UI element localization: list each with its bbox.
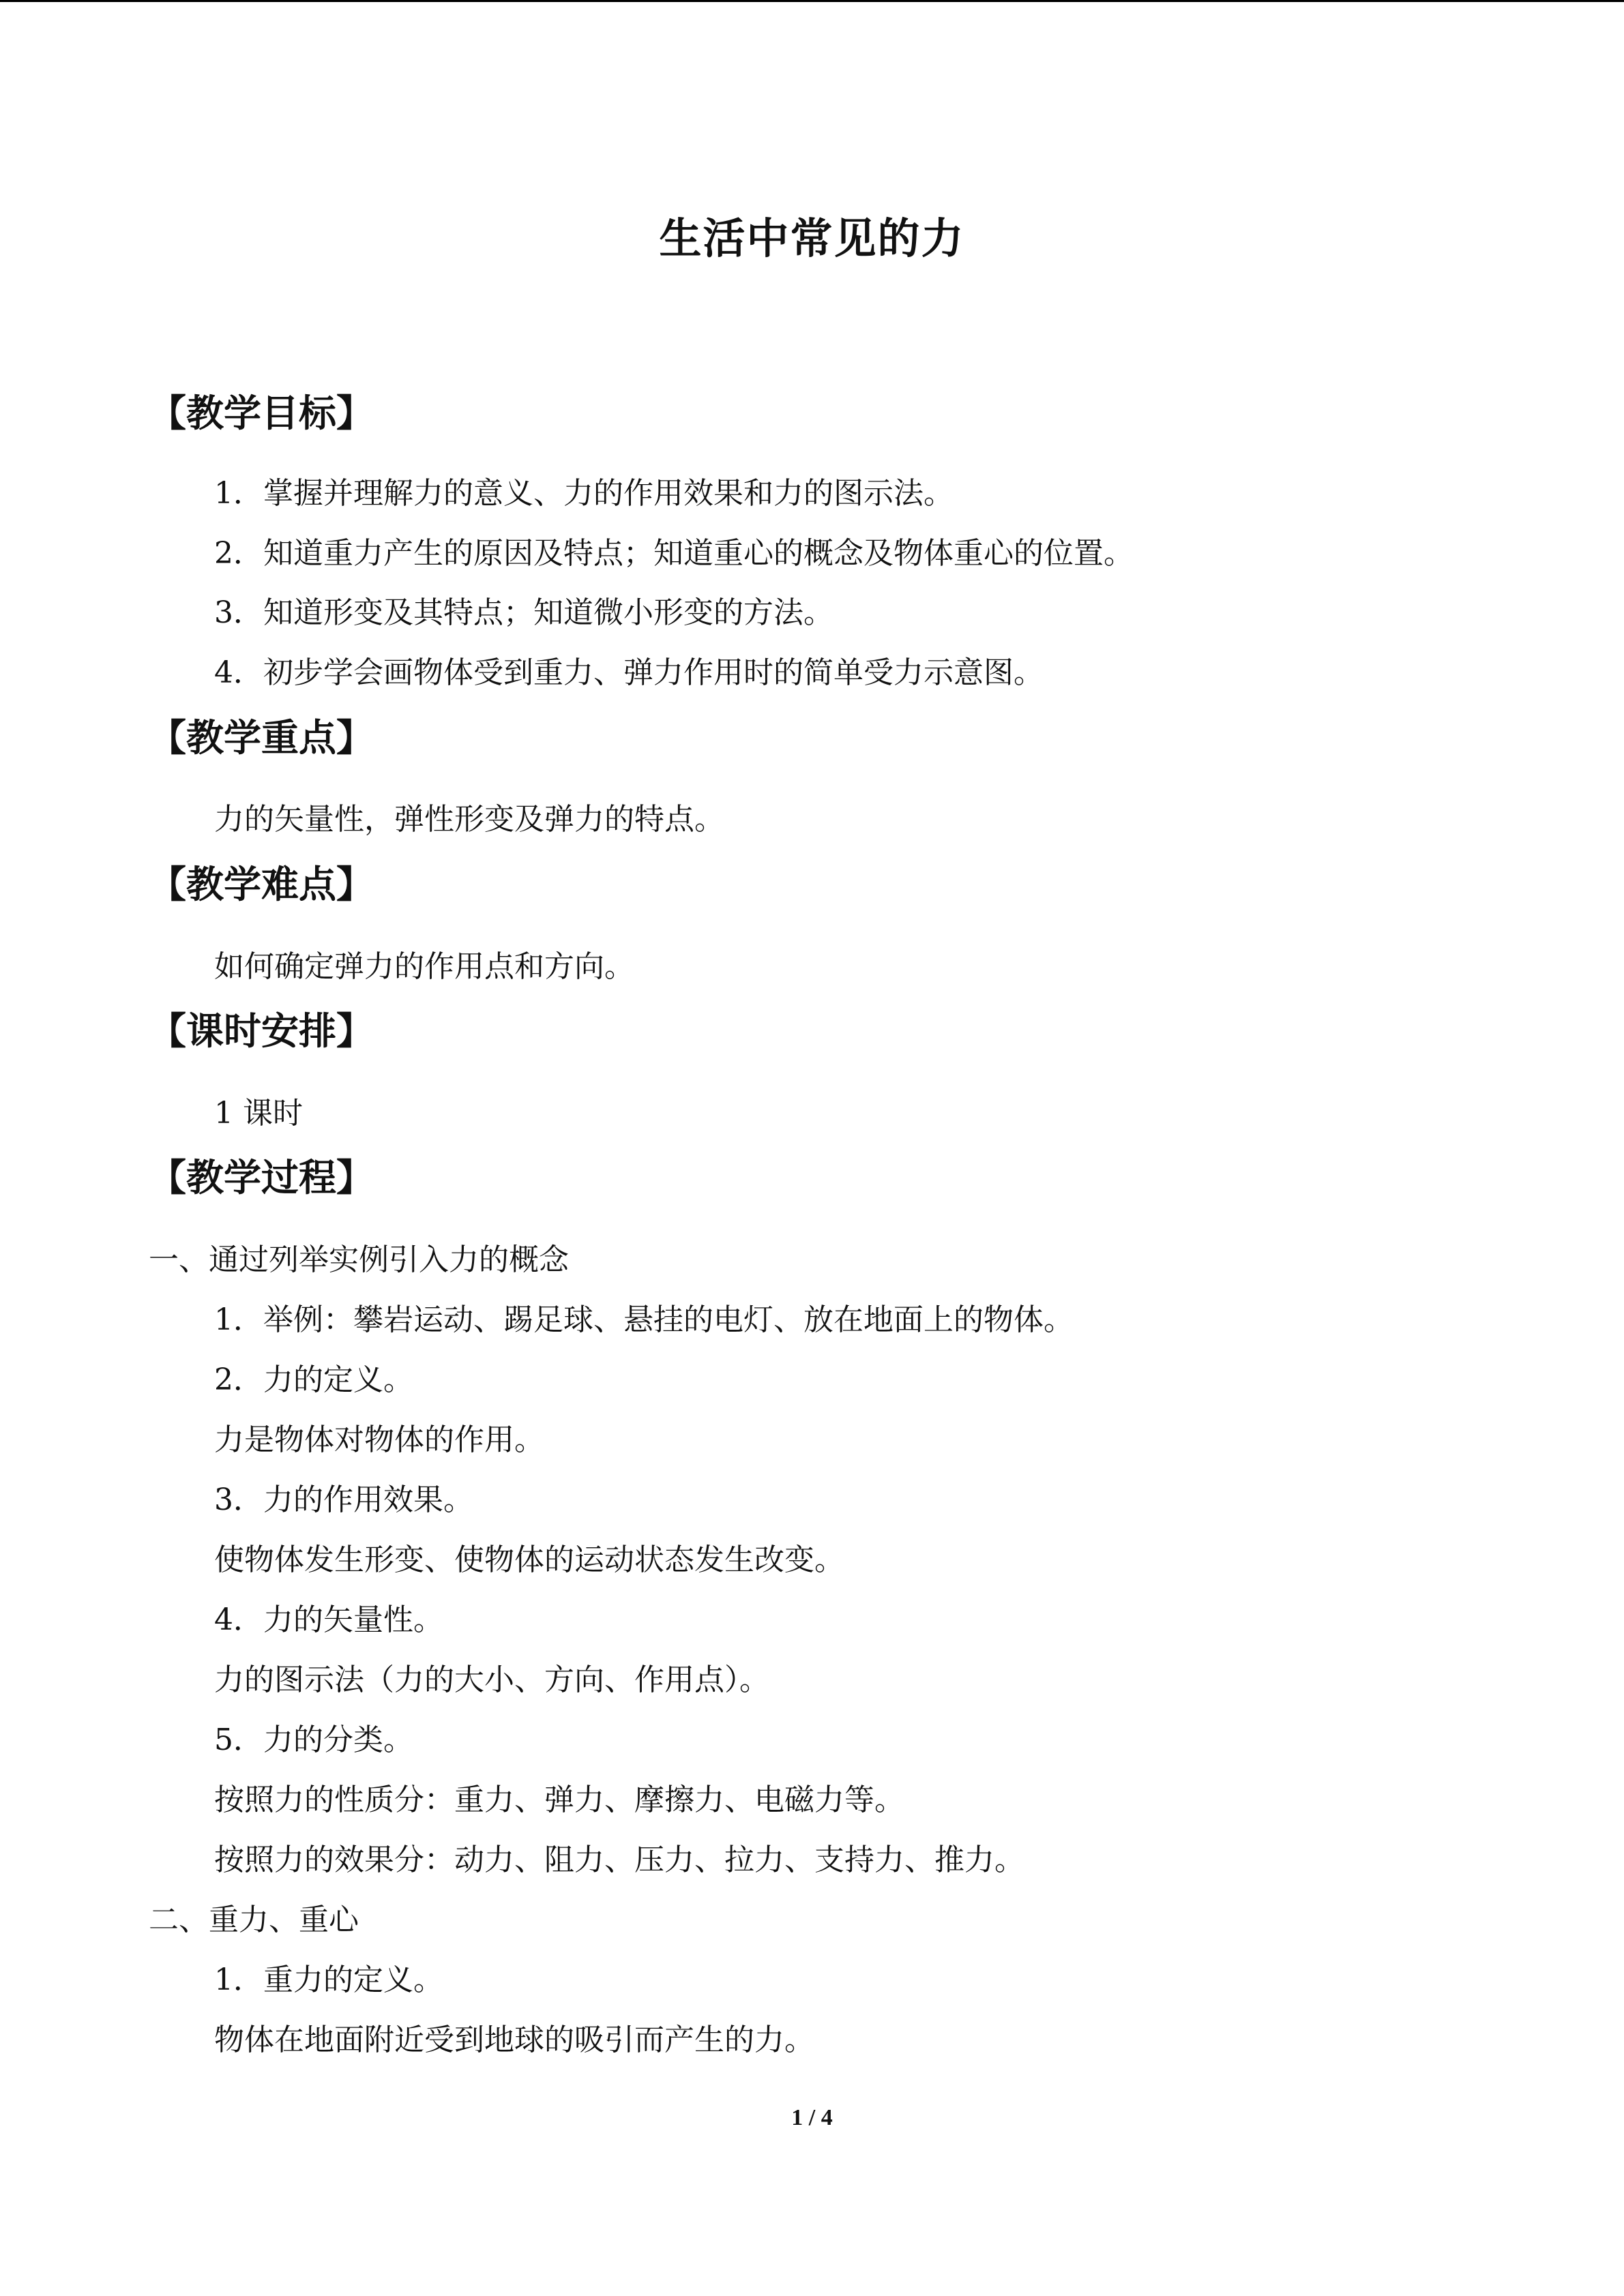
key-points-text: 力的矢量性，弹性形变及弹力的特点。 (214, 802, 724, 837)
objective-item: 2．知道重力产生的原因及特点；知道重心的概念及物体重心的位置。 (214, 536, 1134, 571)
difficulties-text: 如何确定弹力的作用点和方向。 (214, 949, 634, 984)
process-line: 4．力的矢量性。 (214, 1602, 443, 1637)
heading-difficulties: 【教学难点】 (149, 863, 374, 906)
page-title: 生活中常见的力 (659, 213, 965, 263)
schedule-text: 1 课时 (214, 1096, 303, 1131)
heading-process: 【教学过程】 (149, 1156, 374, 1199)
heading-schedule: 【课时安排】 (149, 1009, 374, 1053)
heading-objectives: 【教学目标】 (149, 391, 374, 435)
process-line: 力的图示法（力的大小、方向、作用点）。 (214, 1663, 769, 1697)
top-border-rule (0, 0, 1624, 2)
page-number: 1 / 4 (791, 2105, 833, 2130)
process-line: 1．重力的定义。 (214, 1963, 443, 1997)
process-section-title: 一、通过列举实例引入力的概念 (149, 1242, 569, 1277)
heading-key-points: 【教学重点】 (149, 716, 374, 760)
process-section-title: 二、重力、重心 (149, 1903, 359, 1937)
objective-item: 4．初步学会画物体受到重力、弹力作用时的简单受力示意图。 (214, 655, 1044, 690)
process-line: 2．力的定义。 (214, 1362, 413, 1397)
objective-item: 3．知道形变及其特点；知道微小形变的方法。 (214, 595, 833, 630)
process-line: 1．举例：攀岩运动、踢足球、悬挂的电灯、放在地面上的物体。 (214, 1302, 1074, 1337)
process-line: 5．力的分类。 (214, 1723, 413, 1757)
process-line: 按照力的效果分：动力、阻力、压力、拉力、支持力、推力。 (214, 1843, 1024, 1877)
process-line: 按照力的性质分：重力、弹力、摩擦力、电磁力等。 (214, 1783, 904, 1817)
process-line: 物体在地面附近受到地球的吸引而产生的力。 (214, 2023, 814, 2057)
process-line: 3．力的作用效果。 (214, 1482, 473, 1517)
process-line: 使物体发生形变、使物体的运动状态发生改变。 (214, 1542, 844, 1577)
objective-item: 1．掌握并理解力的意义、力的作用效果和力的图示法。 (214, 476, 954, 511)
process-line: 力是物体对物体的作用。 (214, 1422, 544, 1457)
